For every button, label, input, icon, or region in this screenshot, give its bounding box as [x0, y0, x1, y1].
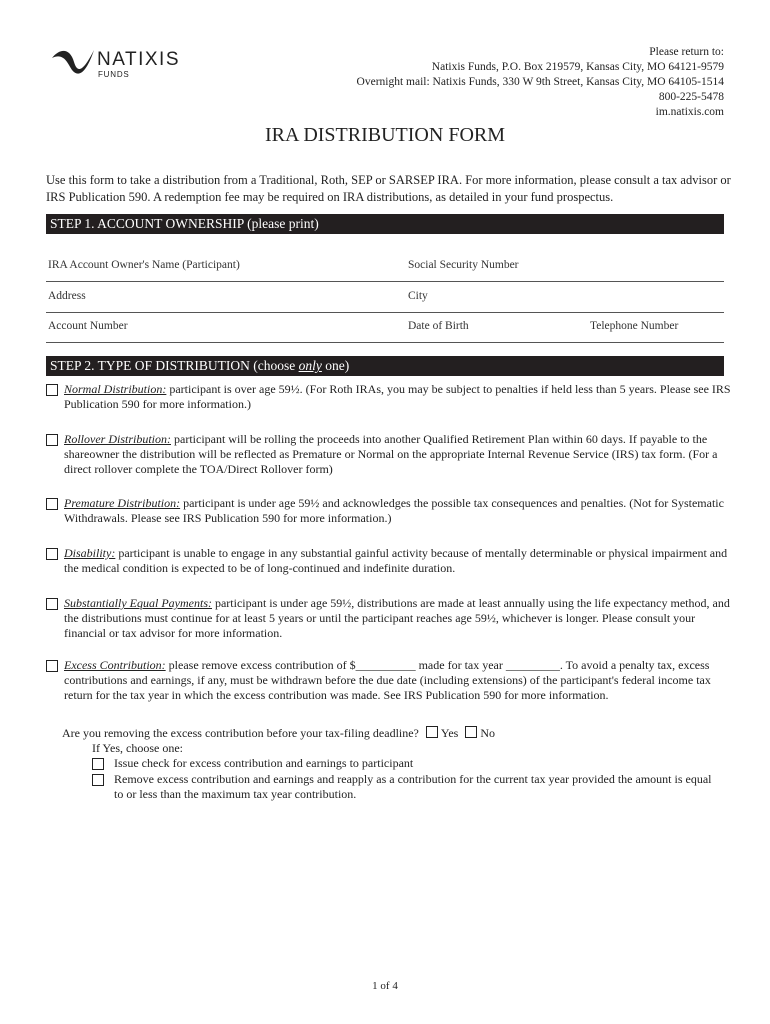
- field-row-3: [46, 320, 724, 343]
- no-checkbox[interactable]: [465, 726, 477, 738]
- account-number-field[interactable]: Account Number: [48, 320, 128, 332]
- return-overnight-address: Overnight mail: Natixis Funds, 330 W 9th Street, Kansas City, MO 64105-1514: [356, 76, 724, 88]
- logo-name: NATIXIS: [97, 49, 180, 70]
- step2-header-a: STEP 2. TYPE OF DISTRIBUTION (choose: [50, 358, 299, 373]
- yes-label: Yes: [440, 726, 459, 740]
- option-equal-payments: [46, 596, 736, 641]
- option-text: participant is under age 59½, distributions are made at least annually using the life expectancy method, and the distributions must continue for at least 5 years or until the participant reaches age 59½, whichever is longer. Please consult your financial or tax advisor for more information.: [64, 596, 730, 640]
- option-text: participant is over age 59½. (For Roth IRAs, you may be subject to penalties if held less than 5 years. Please see IRS Publication 590 for more information.): [64, 382, 731, 411]
- ssn-field[interactable]: Social Security Number: [408, 259, 519, 271]
- option-text: participant is under age 59½ and acknowledges the possible tax consequences and penalties. (Not for Systematic Withdrawals. Please see IRS Publication 590 for more information.): [64, 496, 724, 525]
- return-mail-address: Natixis Funds, P.O. Box 219579, Kansas City, MO 64121-9579: [431, 61, 724, 73]
- choice-reapply: [92, 772, 712, 802]
- option-label: Premature Distribution:: [64, 496, 181, 510]
- reapply-checkbox[interactable]: [92, 774, 104, 786]
- yes-checkbox[interactable]: [426, 726, 438, 738]
- return-label: Please return to:: [649, 46, 724, 58]
- return-web: im.natixis.com: [655, 106, 724, 118]
- option-normal: [46, 382, 736, 412]
- field-row-2: [46, 290, 724, 313]
- telephone-field[interactable]: Telephone Number: [590, 320, 679, 332]
- natixis-swoosh-icon: [50, 44, 96, 80]
- option-premature: [46, 496, 736, 526]
- issue-check-checkbox[interactable]: [92, 758, 104, 770]
- address-field[interactable]: Address: [48, 290, 86, 302]
- option-disability: [46, 546, 736, 576]
- return-address: [357, 45, 724, 120]
- step2-header-b: one): [321, 358, 350, 373]
- field-row-1: [46, 259, 724, 282]
- excess-contribution-checkbox[interactable]: [46, 660, 58, 672]
- option-label: Normal Distribution:: [64, 382, 167, 396]
- step2-header-only: only: [298, 358, 322, 373]
- option-excess-contribution: [46, 658, 736, 703]
- city-field[interactable]: City: [408, 290, 428, 302]
- choice-text: Remove excess contribution and earnings and reapply as a contribution for the current tax year provided the amount is equal to or less than the maximum tax year contribution.: [114, 772, 712, 801]
- choice-text: Issue check for excess contribution and earnings to participant: [114, 756, 414, 770]
- option-label: Excess Contribution:: [64, 658, 166, 672]
- step2-header: [46, 356, 724, 376]
- option-text: participant is unable to engage in any substantial gainful activity because of mentally determinable or physical impairment and the medical condition is expected to be of long-continued and indefinite duration.: [64, 546, 728, 575]
- if-yes-label: If Yes, choose one:: [92, 741, 183, 755]
- choice-issue-check: [92, 756, 712, 771]
- natixis-logo: [50, 44, 210, 82]
- dob-field[interactable]: Date of Birth: [408, 320, 469, 332]
- intro-text: Use this form to take a distribution from a Traditional, Roth, SEP or SARSEP IRA. For more information, please consult a tax advisor or IRS Publication 590. A redemption fee may be required on IRA distributions, as detailed in your fund prospectus.: [46, 173, 731, 204]
- return-phone: 800-225-5478: [658, 91, 724, 103]
- premature-distribution-checkbox[interactable]: [46, 498, 58, 510]
- step1-header: STEP 1. ACCOUNT OWNERSHIP (please print): [46, 214, 724, 234]
- excess-question: [62, 726, 495, 741]
- option-label: Substantially Equal Payments:: [64, 596, 212, 610]
- page-number: 1 of 4: [372, 980, 398, 992]
- form-title: IRA DISTRIBUTION FORM: [264, 124, 506, 146]
- disability-checkbox[interactable]: [46, 548, 58, 560]
- option-text: please remove excess contribution of $__________ made for tax year _________. To avoid a penalty tax, excess contributions and earnings, if any, must be withdrawn before the due date (including extensions) of the participant's federal income tax return for the tax year in which the excess contribution was made. See IRS Publication 590 for more information.: [64, 658, 711, 702]
- owner-name-field[interactable]: IRA Account Owner's Name (Participant): [48, 259, 240, 271]
- option-label: Rollover Distribution:: [64, 432, 171, 446]
- equal-payments-checkbox[interactable]: [46, 598, 58, 610]
- question-text: Are you removing the excess contribution before your tax-filing deadline?: [62, 726, 419, 740]
- normal-distribution-checkbox[interactable]: [46, 384, 58, 396]
- option-rollover: [46, 432, 736, 477]
- rollover-distribution-checkbox[interactable]: [46, 434, 58, 446]
- option-text: participant will be rolling the proceeds into another Qualified Retirement Plan within 60 days. If payable to the shareowner the distribution will be reflected as Premature or Normal on the appropriate Internal Revenue Service (IRS) tax form. (For a direct rollover complete the TOA/Direct Rollover form): [64, 432, 718, 476]
- option-label: Disability:: [64, 546, 116, 560]
- no-label: No: [480, 726, 496, 740]
- logo-sub: FUNDS: [98, 70, 130, 79]
